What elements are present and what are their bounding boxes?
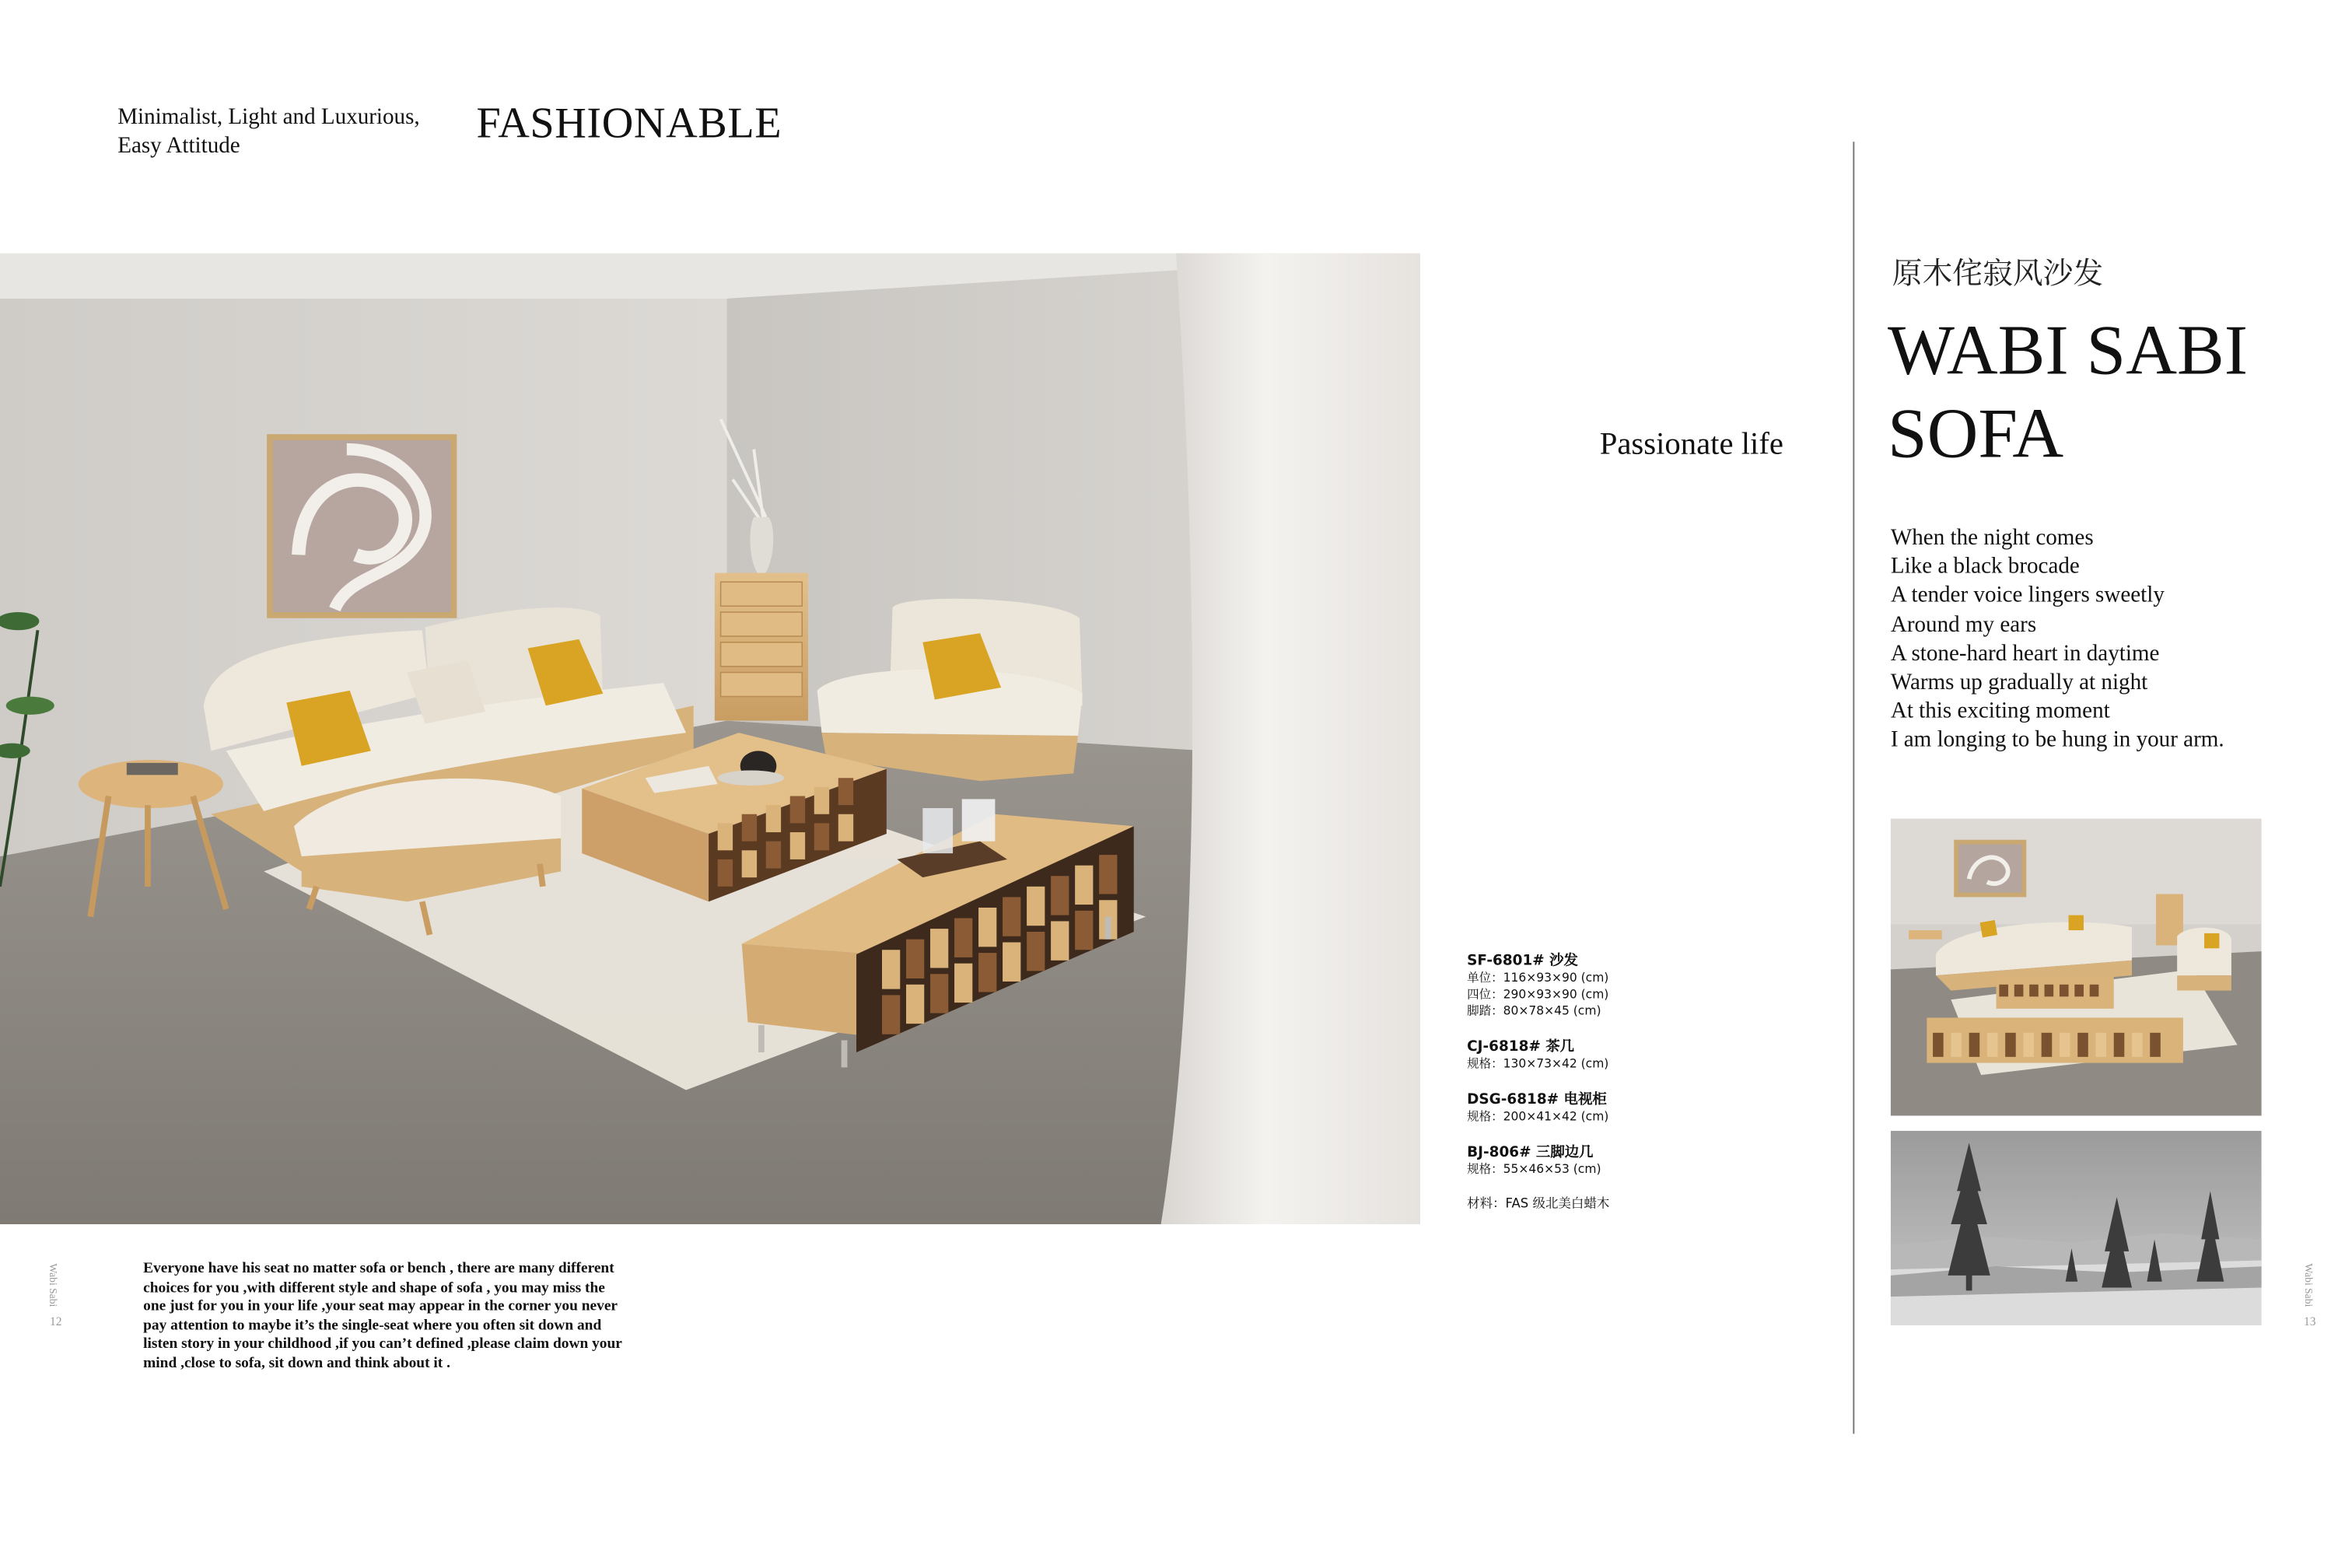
spec-tv-cabinet bbox=[1467, 1091, 1609, 1125]
body-line: mind ,close to sofa, sit down and think about it . bbox=[143, 1355, 450, 1372]
page-number-right: 13 bbox=[2303, 1314, 2316, 1328]
spec-line: 规格：55×46×53 (cm) bbox=[1467, 1162, 1601, 1176]
spec-line: 四位：290×93×90 (cm) bbox=[1467, 987, 1609, 1002]
running-label-right: Wabi Sabi bbox=[2302, 1263, 2315, 1307]
wall-art bbox=[267, 434, 457, 618]
body-line: choices for you ,with different style and shape of sofa , you may miss the bbox=[143, 1279, 605, 1297]
living-room-photo bbox=[0, 254, 1420, 1224]
poem-line: Like a black brocade bbox=[1890, 555, 2080, 579]
tagline bbox=[117, 104, 419, 162]
poem-line: Around my ears bbox=[1890, 613, 2037, 638]
passionate-life-label: Passionate life bbox=[1599, 425, 1783, 462]
body-line: listen story in your childhood ,if you can’t defined ,please claim down your bbox=[143, 1336, 622, 1353]
spec-line: 脚踏：80×78×45 (cm) bbox=[1467, 1004, 1601, 1018]
running-label-left: Wabi Sabi bbox=[47, 1263, 59, 1307]
spec-header: SF-6801# 沙发 bbox=[1467, 953, 1578, 970]
page-number-left: 12 bbox=[49, 1314, 62, 1328]
spec-coffee-table bbox=[1467, 1039, 1609, 1073]
product-title-line-1: WABI SABI bbox=[1887, 312, 2249, 391]
tagline-line-1: Minimalist, Light and Luxurious, bbox=[117, 105, 420, 130]
material-note: 材料：FAS 级北美白蜡木 bbox=[1467, 1197, 1610, 1213]
spec-line: 规格：130×73×42 (cm) bbox=[1467, 1056, 1609, 1071]
spec-line: 规格：200×41×42 (cm) bbox=[1467, 1109, 1609, 1124]
body-line: Everyone have his seat no matter sofa or bench , there are many different bbox=[143, 1260, 614, 1277]
body-line: one just for you in your life ,your seat may appear in the corner you never bbox=[143, 1298, 618, 1315]
spec-list bbox=[1467, 953, 1609, 1213]
poem-line: I am longing to be hung in your arm. bbox=[1890, 729, 2224, 754]
poem bbox=[1891, 525, 2224, 757]
headline: FASHIONABLE bbox=[476, 99, 782, 148]
poem-line: When the night comes bbox=[1890, 526, 2094, 551]
poem-line: At this exciting moment bbox=[1890, 699, 2110, 724]
spec-header: DSG-6818# 电视柜 bbox=[1467, 1091, 1607, 1108]
room-thumbnail-photo bbox=[1891, 819, 2262, 1116]
spec-header: BJ-806# 三脚边几 bbox=[1467, 1144, 1594, 1161]
chest-of-drawers bbox=[715, 573, 808, 721]
spec-line: 单位：116×93×90 (cm) bbox=[1467, 971, 1609, 985]
product-title-line-2: SOFA bbox=[1887, 394, 2064, 474]
poem-line: A stone-hard heart in daytime bbox=[1890, 642, 2160, 667]
spec-header: CJ-6818# 茶几 bbox=[1467, 1038, 1575, 1055]
poem-line: A tender voice lingers sweetly bbox=[1890, 583, 2165, 608]
spec-sofa bbox=[1467, 953, 1609, 1019]
tagline-line-2: Easy Attitude bbox=[117, 134, 240, 159]
poem-line: Warms up gradually at night bbox=[1890, 670, 2148, 695]
spread-divider bbox=[1853, 142, 1854, 1433]
snowy-forest-photo bbox=[1891, 1131, 2262, 1325]
spec-side-table bbox=[1467, 1144, 1609, 1178]
product-title bbox=[1888, 310, 2248, 476]
chinese-title: 原木侘寂风沙发 bbox=[1892, 254, 2104, 292]
body-paragraph bbox=[143, 1261, 625, 1374]
body-line: pay attention to maybe it’s the single-seat where you often sit down and bbox=[143, 1317, 602, 1335]
